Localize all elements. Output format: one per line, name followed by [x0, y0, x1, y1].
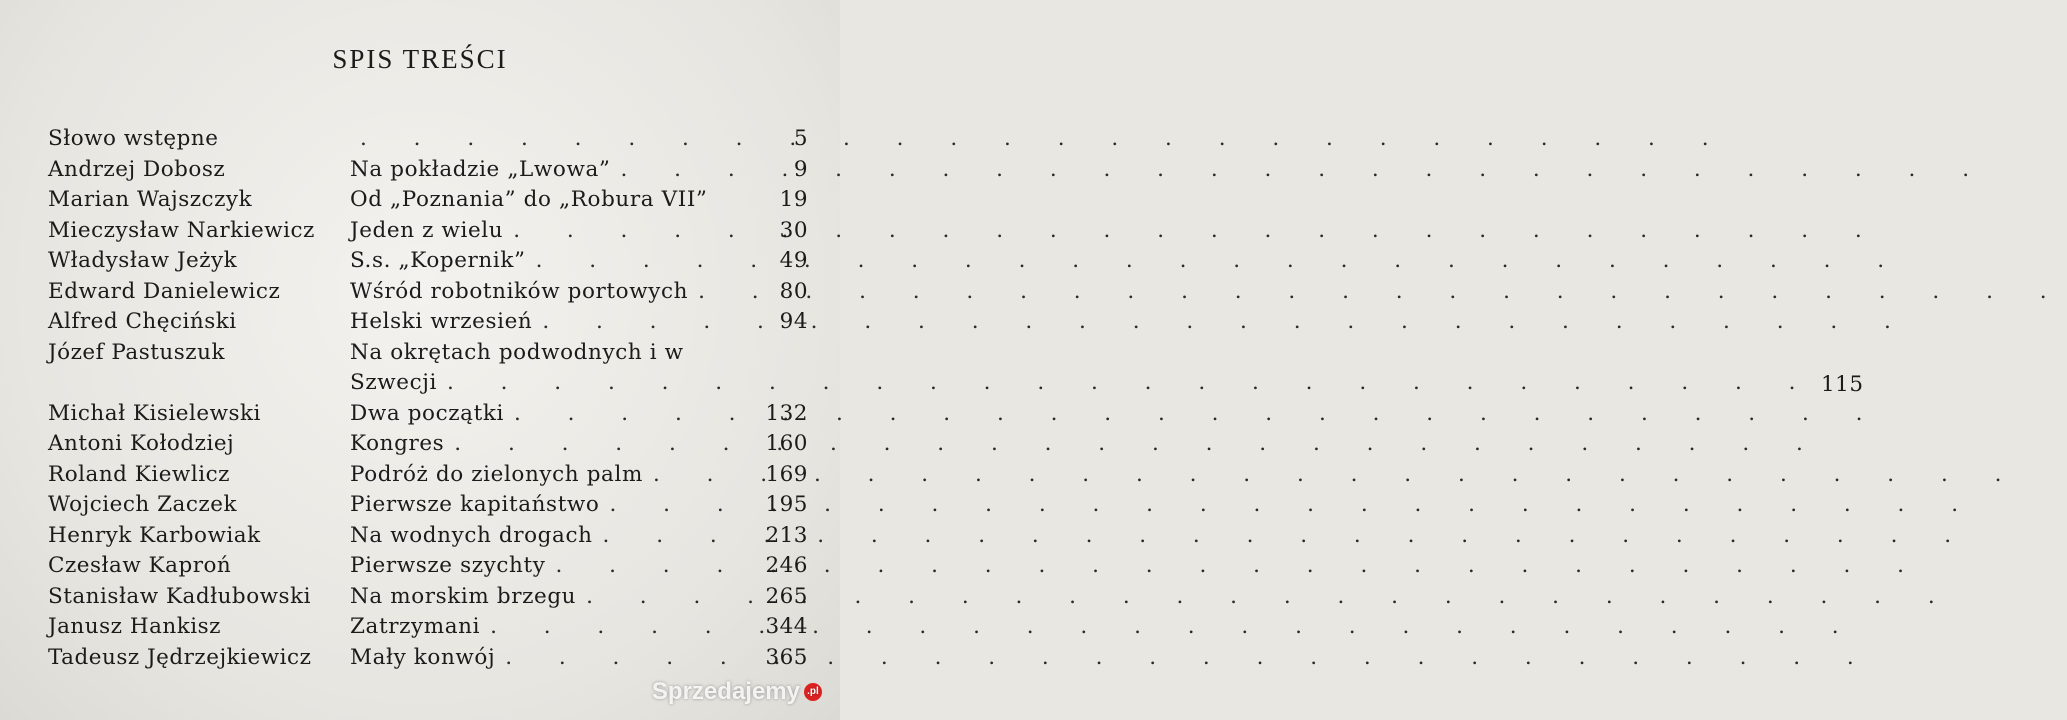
- page-number: 213: [765, 522, 808, 548]
- toc-title: Jeden z wielu: [350, 217, 504, 243]
- toc-author: Janusz Hankisz: [48, 614, 222, 639]
- toc-row: [48, 157, 808, 188]
- toc-title-continued: Szwecji: [350, 370, 437, 395]
- toc-author: Józef Pastuszuk: [48, 339, 225, 365]
- toc-author: Tadeusz Jędrzejkiewicz: [48, 644, 312, 670]
- page-number: 246: [765, 553, 808, 578]
- page-number: 94: [779, 309, 808, 334]
- leader-dots: [643, 462, 2022, 487]
- toc-row: [48, 492, 808, 523]
- page-number: 265: [765, 583, 808, 609]
- toc-author: Antoni Kołodziej: [48, 431, 235, 456]
- page-number: 169: [765, 461, 808, 487]
- page-title: SPIS TREŚCI: [332, 44, 508, 74]
- leader-dots: [688, 279, 2067, 304]
- page-number: 30: [779, 217, 808, 243]
- toc-author: Michał Kisielewski: [48, 400, 261, 426]
- watermark: [652, 678, 822, 706]
- page-number: 49: [779, 248, 808, 273]
- leader-dots: [504, 401, 1883, 426]
- toc-row: [48, 553, 808, 584]
- leader-dots: [437, 370, 1816, 395]
- table-of-contents: [48, 126, 1864, 675]
- toc-row: [48, 431, 808, 462]
- toc-row: [48, 248, 808, 279]
- toc-title: Pierwsze kapitaństwo: [350, 492, 600, 517]
- page-number: 19: [779, 187, 808, 212]
- leader-dots: [480, 614, 1859, 639]
- toc-author: Roland Kiewlicz: [48, 461, 230, 487]
- toc-author: Wojciech Zaczek: [48, 492, 237, 517]
- toc-author: Henryk Karbowiak: [48, 522, 261, 548]
- toc-author: Edward Danielewicz: [48, 278, 281, 304]
- leader-dots: [503, 218, 1882, 243]
- page-number: 115: [1820, 372, 1864, 397]
- page-number: 365: [765, 644, 808, 670]
- page-number: 344: [765, 614, 808, 639]
- toc-row: [48, 218, 808, 249]
- page-number: 80: [779, 278, 808, 304]
- toc-author: Marian Wajszczyk: [48, 187, 253, 212]
- toc-title: Podróż do zielonych palm: [350, 461, 643, 487]
- toc-title: Na pokładzie „Lwowa”: [350, 156, 611, 182]
- toc-title: Dwa początki: [350, 400, 504, 426]
- toc-title: Na morskim brzegu: [350, 583, 577, 609]
- toc-title: Zatrzymani: [350, 614, 481, 639]
- toc-author: Władysław Jeżyk: [48, 248, 238, 273]
- leader-dots: [611, 157, 1990, 182]
- leader-dots: [545, 553, 1924, 578]
- watermark-badge: .pl: [804, 683, 822, 701]
- toc-title: Helski wrzesień: [350, 309, 533, 334]
- page-number: 160: [765, 431, 808, 456]
- toc-row: [48, 584, 808, 615]
- toc-row: [48, 462, 808, 493]
- watermark-text: Sprzedajemy: [651, 678, 800, 705]
- leader-dots: [495, 645, 1874, 670]
- toc-row: [48, 645, 808, 676]
- toc-row: [48, 126, 808, 157]
- toc-title: Kongres: [350, 431, 445, 456]
- toc-row: [48, 401, 808, 432]
- toc-title: Od „Poznania” do „Robura VII”: [350, 187, 708, 212]
- page-number: 9: [793, 156, 808, 182]
- toc-row: [48, 309, 808, 340]
- toc-row: [48, 187, 808, 218]
- toc-author: Alfred Chęciński: [48, 309, 237, 334]
- toc-author: Stanisław Kadłubowski: [48, 583, 311, 609]
- leader-dots: [444, 431, 1823, 456]
- toc-row: [48, 614, 808, 645]
- toc-row: [48, 279, 808, 310]
- toc-row: [48, 339, 1864, 401]
- toc-entry-title: Słowo wstępne: [48, 126, 219, 151]
- toc-author: Czesław Kaproń: [48, 553, 232, 578]
- leader-dots: [350, 126, 1729, 151]
- toc-title: Wśród robotników portowych: [350, 278, 689, 304]
- toc-author: Andrzej Dobosz: [48, 156, 226, 182]
- page-number: 132: [765, 400, 808, 426]
- toc-title: Mały konwój: [350, 644, 496, 670]
- leader-dots: [532, 309, 1911, 334]
- page-number: 195: [765, 492, 808, 517]
- toc-author: Mieczysław Narkiewicz: [48, 217, 315, 243]
- toc-title: S.s. „Kopernik”: [350, 248, 526, 273]
- toc-row: [48, 523, 808, 554]
- page-number: 5: [793, 126, 808, 151]
- leader-dots: [526, 248, 1905, 273]
- toc-title: Na wodnych drogach: [350, 522, 593, 548]
- toc-title: Pierwsze szychty: [350, 553, 546, 578]
- toc-title: Na okrętach podwodnych i w: [350, 339, 684, 365]
